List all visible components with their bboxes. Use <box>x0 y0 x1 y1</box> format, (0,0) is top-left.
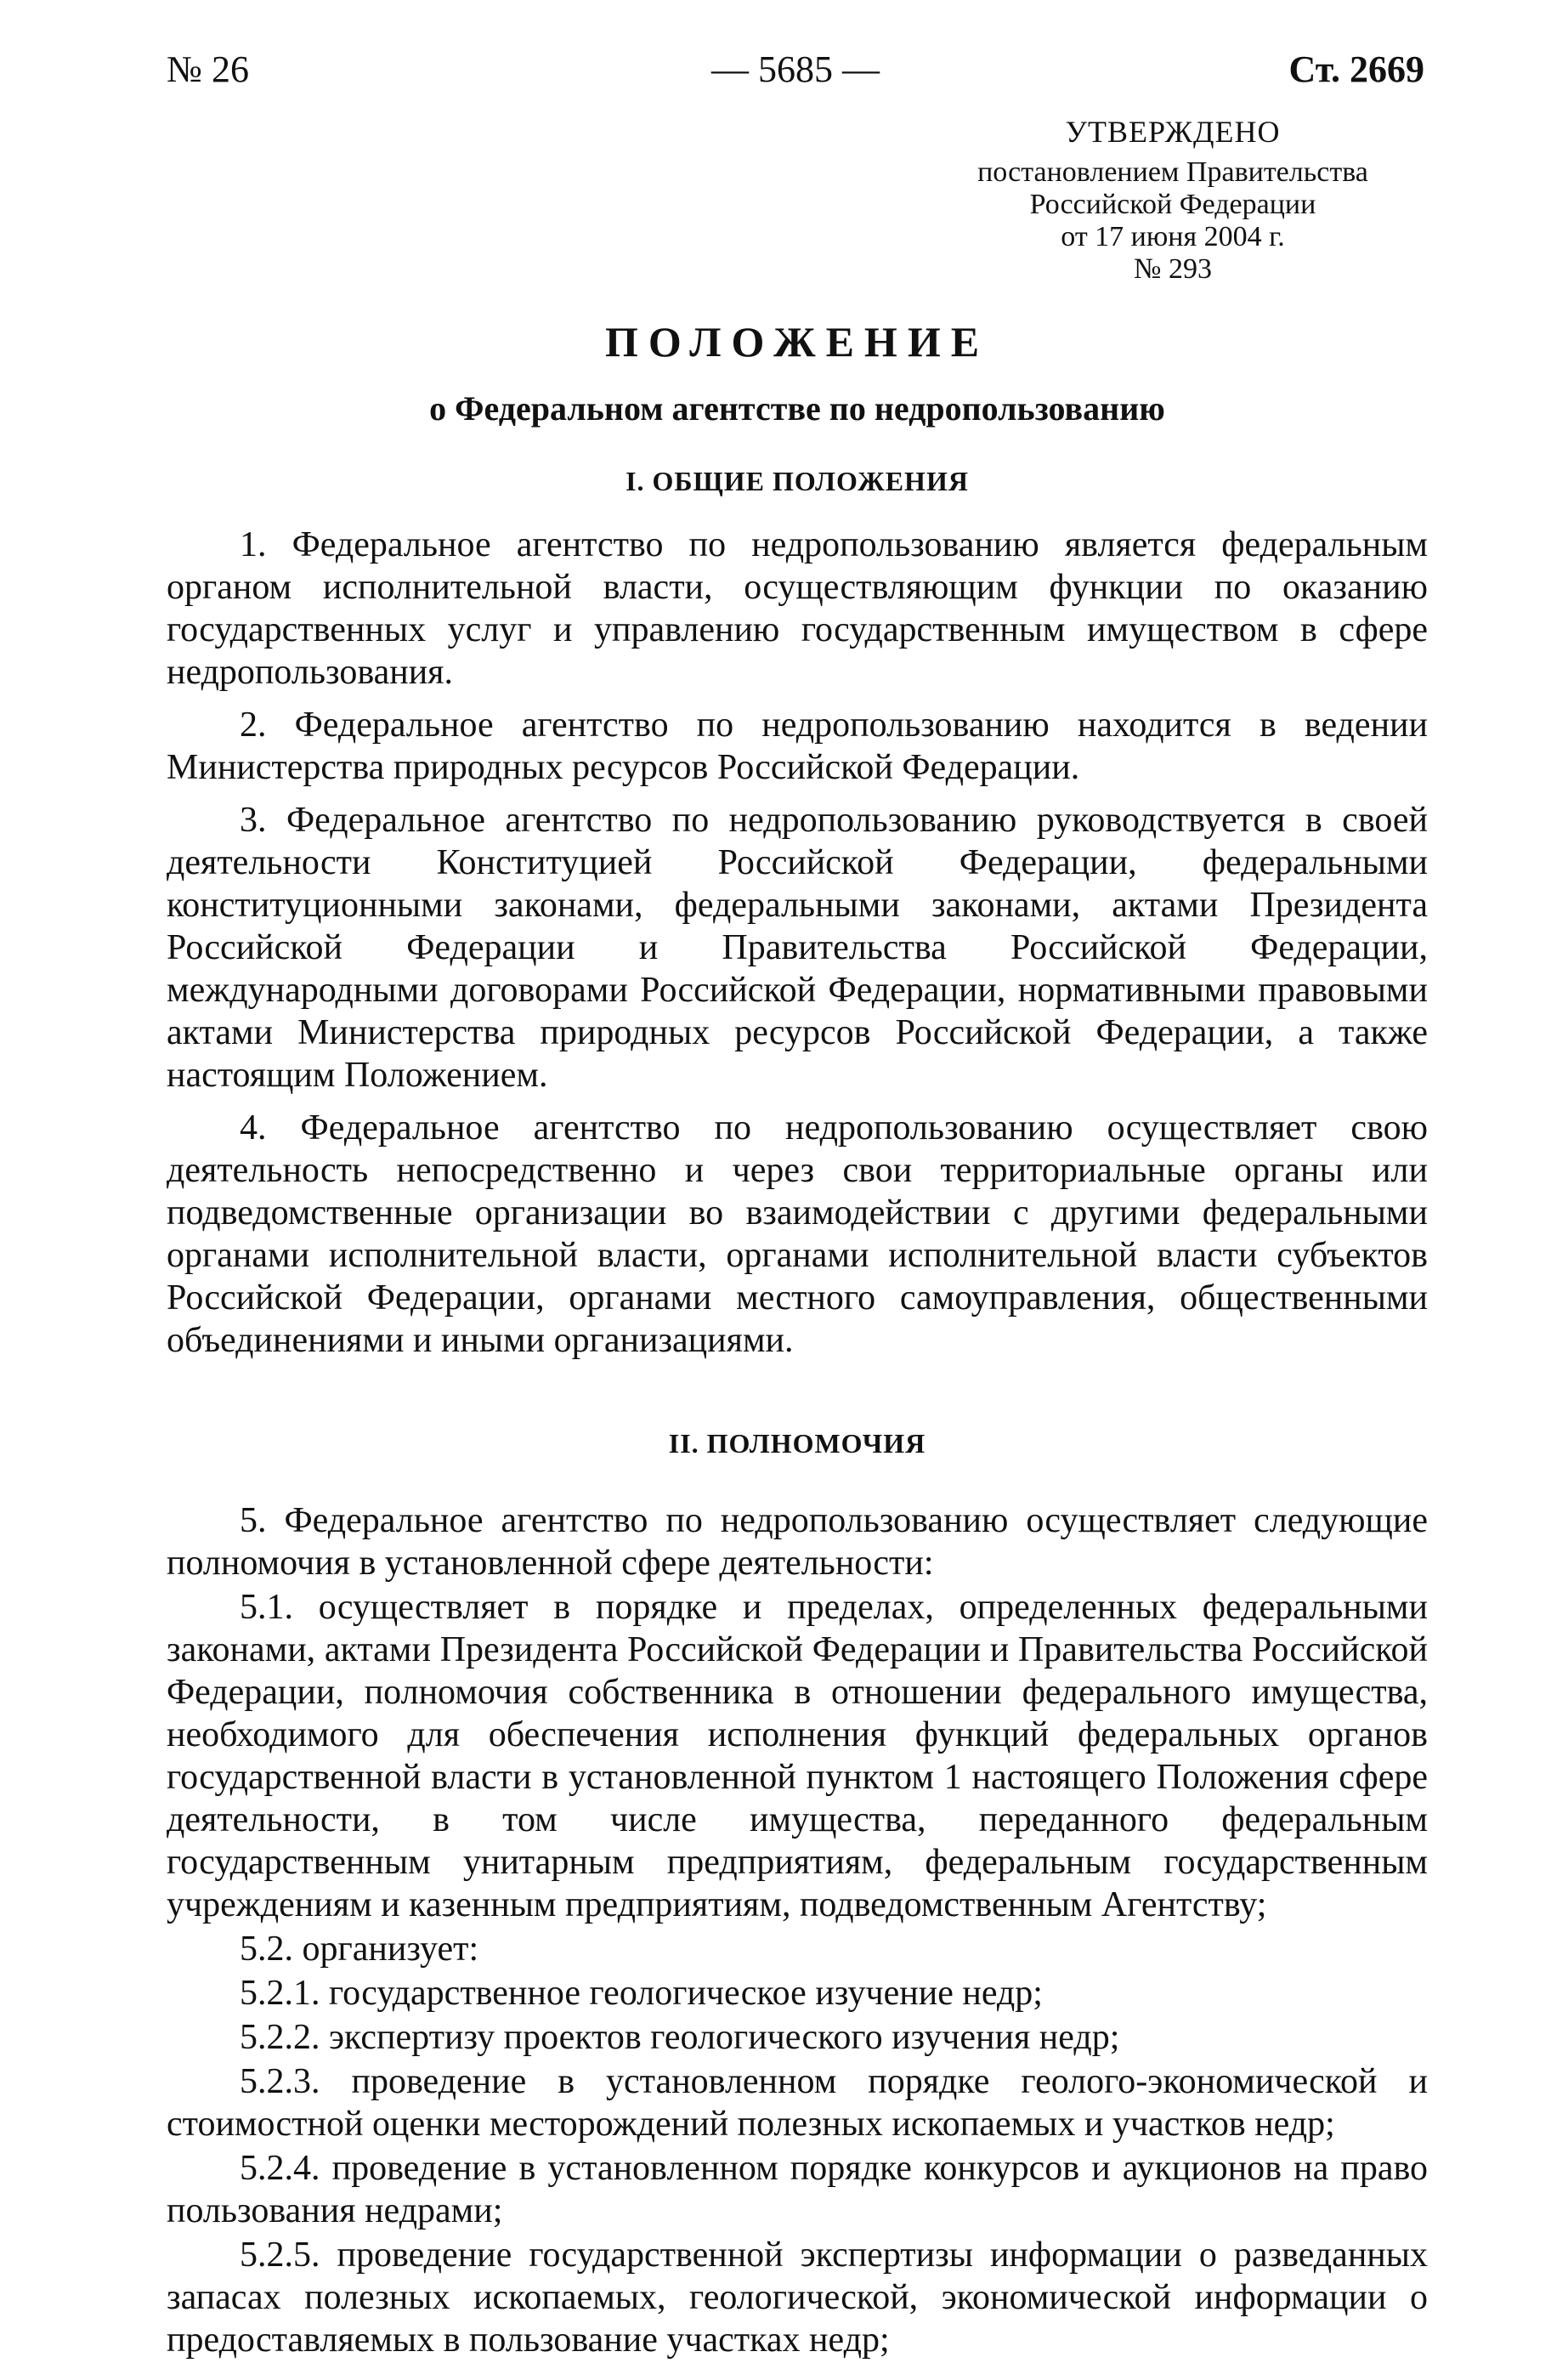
paragraph: 5.2.2. экспертизу проектов геологического изучения недр; <box>240 2018 1120 2057</box>
issue-number: № 26 <box>167 48 249 90</box>
paragraph: 5. Федеральное агентство по недропользованию осуществляет следующие полномочия в установленной сфере деятельности: <box>167 1501 1428 1583</box>
running-header <box>167 48 1424 99</box>
paragraph: 5.2.1. государственное геологическое изучение недр; <box>240 1974 1043 2013</box>
paragraph: 5.2.3. проведение в установленном порядке геолого-экономической и стоимостной оценки месторождений полезных ископаемых и участков недр; <box>167 2062 1428 2144</box>
section-heading-powers: II. ПОЛНОМОЧИЯ <box>668 1428 926 1459</box>
document-body <box>167 316 1428 2363</box>
paragraph: 5.1. осуществляет в порядке и пределах, определенных федеральными законами, актами Президента Российской Федерации и Правительства Российской Федерации, полномочия собственника в отношении федерального имущества, необходимого для обеспечения исполнения функций федеральных органов государственной власти в установленной пунктом 1 настоящего Положения сфере деятельности, в том числе имущества, переданного федеральным государственным унитарным предприятиям, федеральным государственным учреждениям и казенным предприятиям, подведомственным Агентству; <box>167 1588 1428 1924</box>
paragraph: 5.2. организует: <box>240 1930 479 1969</box>
approval-line: № 293 <box>1134 253 1212 285</box>
page-number: — 5685 — <box>711 48 880 90</box>
paragraph: 2. Федеральное агентство по недропользованию находится в ведении Министерства природных ресурсов Российской Федерации. <box>167 706 1428 787</box>
approval-line: от 17 июня 2004 г. <box>1061 221 1285 252</box>
article-number: Ст. 2669 <box>1288 48 1424 90</box>
paragraph: 4. Федеральное агентство по недропользованию осуществляет свою деятельность непосредственно и через свои территориальные органы или подведомственные организации во взаимодействии с другими федеральными органами исполнительной власти, органами исполнительной власти субъектов Российской Федерации, органами местного самоуправления, общественными объединениями и иными организациями. <box>167 1108 1428 1360</box>
approval-stamp <box>918 116 1428 286</box>
approval-title: УТВЕРЖДЕНО <box>1065 115 1281 149</box>
paragraph: 1. Федеральное агентство по недропользованию является федеральным органом исполнительной власти, осуществляющим функции по оказанию государственных услуг и управлению государственным имуществом в сфере недропользования. <box>167 525 1428 692</box>
document-subtitle: о Федеральном агентстве по недропользованию <box>429 389 1165 428</box>
paragraph: 3. Федеральное агентство по недропользованию руководствуется в своей деятельности Конституцией Российской Федерации, федеральными конституционными законами, федеральными законами, актами Президента Российской Федерации и Правительства Российской Федерации, международными договорами Российской Федерации, нормативными правовыми актами Министерства природных ресурсов Российской Федерации, а также настоящим Положением. <box>167 801 1428 1095</box>
approval-line: постановлением Правительства <box>977 156 1368 188</box>
approval-line: Российской Федерации <box>1029 189 1316 220</box>
section-heading-general: I. ОБЩИЕ ПОЛОЖЕНИЯ <box>626 466 969 496</box>
paragraph: 5.2.4. проведение в установленном порядке конкурсов и аукционов на право пользования недрами; <box>167 2149 1428 2230</box>
paragraph: 5.2.5. проведение государственной экспертизы информации о разведанных запасах полезных ископаемых, геологической, экономической информации о предоставляемых в пользование участках недр; <box>167 2236 1428 2360</box>
document-title: ПОЛОЖЕНИЕ <box>604 318 990 366</box>
